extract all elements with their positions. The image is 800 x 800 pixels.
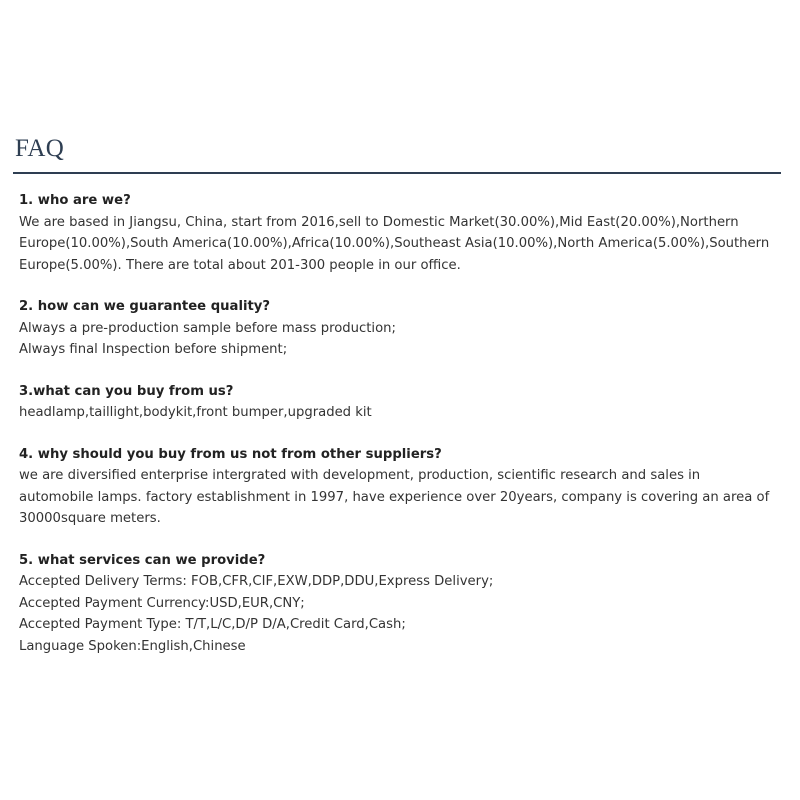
- faq-answer-line: Europe(5.00%). There are total about 201-300 people in our office.: [19, 257, 461, 273]
- faq-item-who-are-we: [19, 190, 781, 276]
- faq-item-why-us: [19, 444, 781, 530]
- faq-answer-line: Accepted Delivery Terms: FOB,CFR,CIF,EXW,DDP,DDU,Express Delivery;: [19, 574, 494, 589]
- faq-answer-line: Language Spoken:English,Chinese: [19, 638, 246, 654]
- faq-title: FAQ: [15, 135, 65, 162]
- faq-question: 2. how can we guarantee quality?: [19, 299, 271, 314]
- faq-list: [19, 190, 781, 677]
- faq-answer-line: headlamp,taillight,bodykit,front bumper,upgraded kit: [19, 405, 372, 420]
- title-divider: [13, 172, 781, 174]
- faq-question: 3.what can you buy from us?: [19, 383, 234, 399]
- faq-item-products: [19, 381, 781, 424]
- faq-answer-line: 30000square meters.: [19, 511, 161, 526]
- faq-item-quality: [19, 296, 781, 361]
- faq-question: 4. why should you buy from us not from other suppliers?: [19, 446, 442, 462]
- faq-question: 5. what services can we provide?: [19, 552, 266, 568]
- faq-answer-line: Accepted Payment Currency:USD,EUR,CNY;: [19, 595, 305, 611]
- faq-item-services: [19, 550, 781, 658]
- faq-answer-line: Europe(10.00%),South America(10.00%),Africa(10.00%),Southeast Asia(10.00%),North America(5.00%),Southern: [19, 236, 770, 251]
- faq-question: 1. who are we?: [19, 193, 131, 208]
- faq-answer-line: Accepted Payment Type: T/T,L/C,D/P D/A,Credit Card,Cash;: [19, 617, 406, 632]
- faq-answer-line: we are diversified enterprise intergrated with development, production, scientific research and sales in: [19, 468, 701, 483]
- faq-answer-line: Always final Inspection before shipment;: [19, 342, 288, 357]
- faq-answer-line: Always a pre-production sample before mass production;: [19, 320, 396, 336]
- faq-answer-line: automobile lamps. factory establishment in 1997, have experience over 20years, company is covering an area of: [19, 489, 770, 505]
- faq-answer-line: We are based in Jiangsu, China, start from 2016,sell to Domestic Market(30.00%),Mid East(20.00%),Northern: [19, 214, 739, 230]
